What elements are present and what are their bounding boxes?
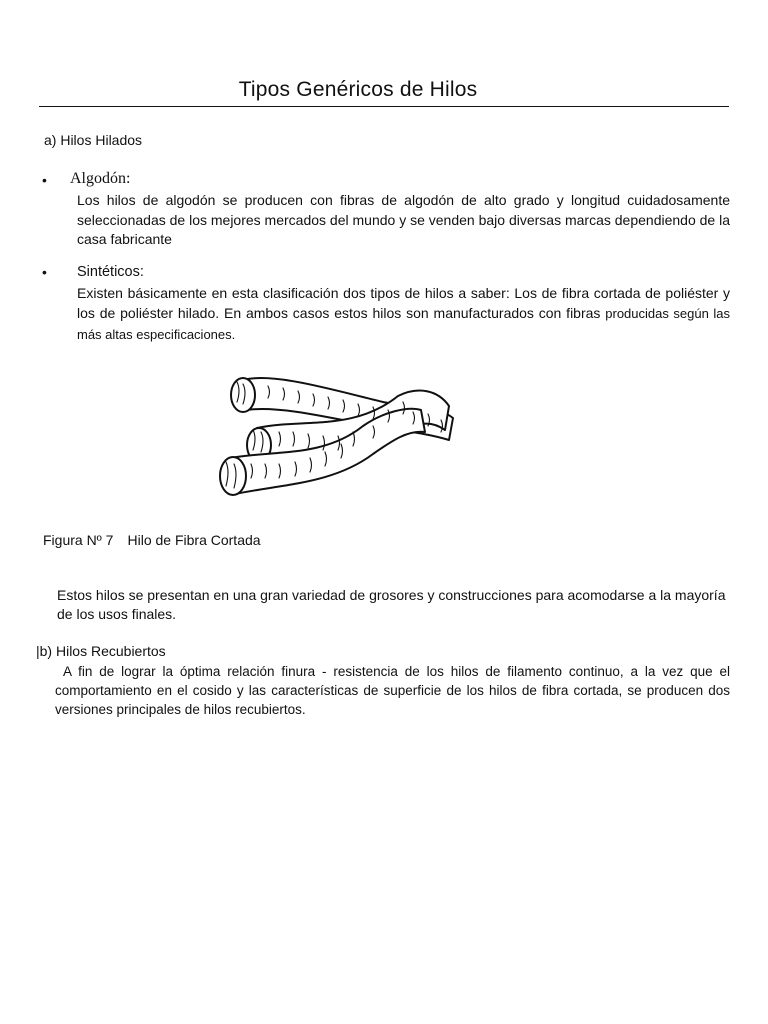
sinteticos-heading: Sintéticos:: [77, 264, 144, 280]
sinteticos-text: Existen básicamente en esta clasificación dos tipos de hilos a saber: Los de fibra cortada de poliéster y los de poliéster hilado. En ambos casos estos hilos son manufacturados con fibras: [77, 285, 730, 321]
section-b-heading: |b) Hilos Recubiertos: [36, 643, 166, 659]
sinteticos-text-end: producidas según las más altas especificaciones.: [77, 306, 731, 342]
twisted-yarn-illustration: [213, 366, 465, 502]
algodon-paragraph: Los hilos de algodón se producen con fibras de algodón de alto grado y longitud cuidadosamente seleccionadas de los mejores mercados del mundo y se venden bajo diversas marcas dependiendo de la casa fabricante: [77, 192, 730, 247]
estos-paragraph: Estos hilos se presentan en una gran variedad de grosores y construcciones para acomodarse a la mayoría de los usos finales.: [57, 587, 726, 622]
bullet-algodon: •: [42, 172, 47, 188]
bullet-sinteticos: •: [42, 264, 47, 280]
figure-label: Figura Nº 7: [43, 532, 114, 548]
figure-caption: [43, 532, 261, 548]
section-a-heading: a) Hilos Hilados: [44, 132, 143, 148]
sinteticos-paragraph: [77, 283, 730, 345]
page-title: Tipos Genéricos de Hilos: [238, 78, 478, 101]
title-divider: [39, 106, 729, 107]
recubiertos-paragraph: A fin de lograr la óptima relación finura - resistencia de los hilos de filamento continuo, a la vez que el comportamiento en el cosido y las características de superficie de los hilos de fibra cortada, se producen dos versiones principales de hilos recubiertos.: [55, 664, 730, 717]
algodon-heading: Algodón:: [70, 170, 131, 187]
figure-caption-text: Hilo de Fibra Cortada: [127, 532, 261, 548]
